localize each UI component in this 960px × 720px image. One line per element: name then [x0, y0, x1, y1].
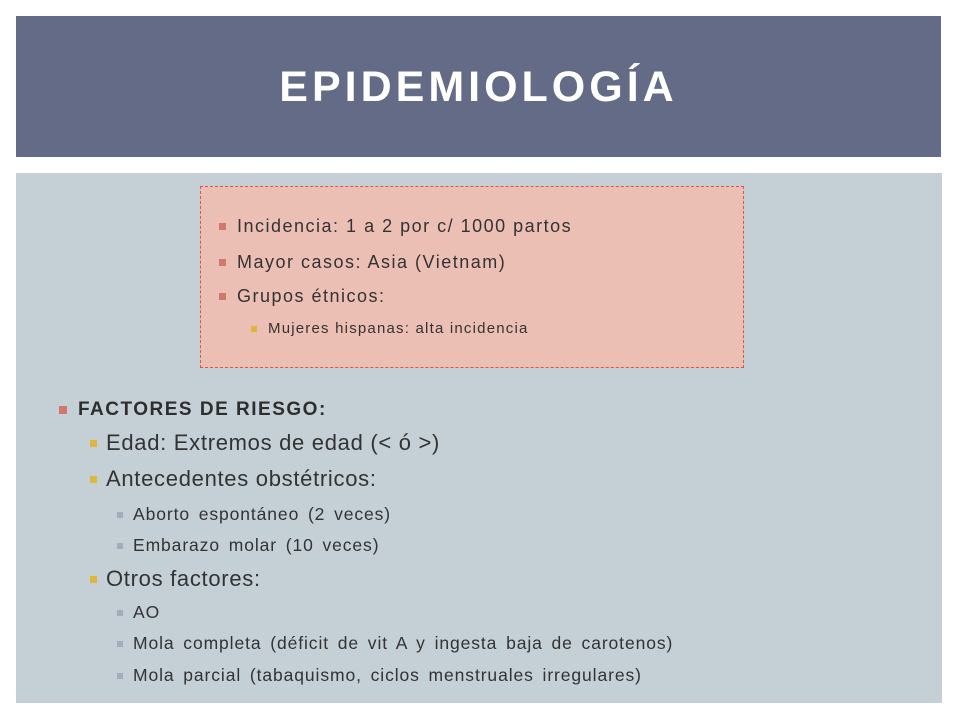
list-item-text: Aborto espontáneo (2 veces)	[133, 504, 392, 524]
square-bullet-icon	[219, 259, 226, 266]
risk-factors-heading: FACTORES DE RIESGO:	[78, 399, 327, 420]
list-item-text: Grupos étnicos:	[237, 286, 386, 306]
square-bullet-icon	[117, 610, 123, 616]
list-item-text: Mujeres hispanas: alta incidencia	[268, 320, 529, 337]
list-item-text: Mayor casos: Asia (Vietnam)	[237, 252, 507, 272]
list-item	[219, 286, 386, 307]
list-item-text: Incidencia: 1 a 2 por c/ 1000 partos	[237, 216, 573, 236]
square-bullet-icon	[219, 223, 226, 230]
list-item	[117, 602, 160, 623]
list-item-text: AO	[133, 602, 161, 622]
list-item	[219, 252, 506, 273]
slide-title: EPIDEMIOLOGÍA	[279, 63, 678, 111]
list-item	[117, 504, 391, 525]
list-item	[117, 665, 642, 686]
square-bullet-icon	[219, 293, 226, 300]
square-bullet-icon	[117, 543, 123, 549]
list-item	[90, 566, 261, 592]
list-item	[117, 633, 673, 654]
square-bullet-icon	[90, 440, 97, 447]
list-item-text: Otros factores:	[106, 566, 261, 591]
list-item-text: Edad: Extremos de edad (< ó >)	[106, 430, 441, 455]
square-bullet-icon	[90, 476, 97, 483]
list-item	[117, 535, 379, 556]
list-item	[219, 216, 572, 237]
list-item-text: Mola completa (déficit de vit A y ingesta baja de carotenos)	[133, 633, 674, 653]
square-bullet-icon	[117, 673, 123, 679]
title-bar	[16, 16, 941, 157]
square-bullet-icon	[117, 512, 123, 518]
section-heading	[59, 399, 327, 421]
list-item	[251, 320, 529, 337]
list-item	[90, 430, 440, 456]
list-item	[90, 466, 377, 492]
square-bullet-icon	[117, 641, 123, 647]
square-bullet-icon	[251, 326, 257, 332]
list-item-text: Antecedentes obstétricos:	[106, 466, 377, 491]
list-item-text: Mola parcial (tabaquismo, ciclos menstruales irregulares)	[133, 665, 642, 685]
highlight-box	[200, 186, 744, 368]
square-bullet-icon	[59, 406, 67, 414]
list-item-text: Embarazo molar (10 veces)	[133, 535, 380, 555]
square-bullet-icon	[90, 576, 97, 583]
